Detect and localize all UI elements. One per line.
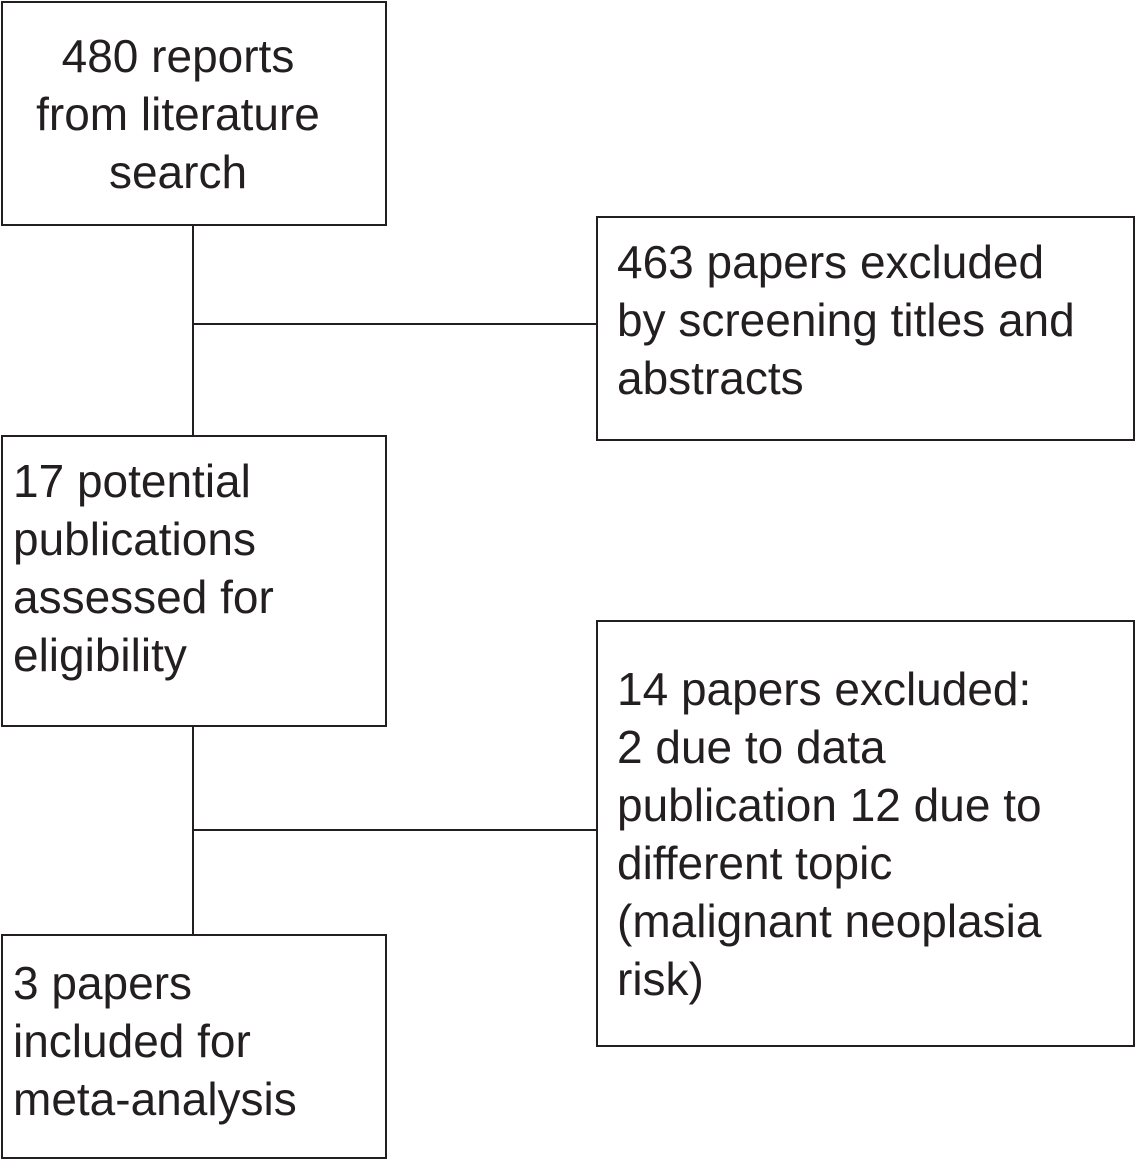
eligibility-exclusion-text: 14 papers excluded: 2 due to data publication 12 due to different topic (malignant neoplasia risk) bbox=[617, 663, 1042, 1005]
included-studies-text: 3 papers included for meta-analysis bbox=[13, 957, 297, 1125]
connector-to-exclusion-1 bbox=[193, 323, 596, 325]
connector-search-to-assessed bbox=[192, 226, 194, 435]
eligibility-assessment-text: 17 potential publications assessed for eligibility bbox=[13, 455, 274, 681]
screening-exclusion-text: 463 papers excluded by screening titles and abstracts bbox=[617, 236, 1075, 404]
connector-to-exclusion-2 bbox=[193, 829, 596, 831]
literature-search-text: 480 reports from literature search bbox=[36, 30, 320, 198]
screening-exclusion-box bbox=[596, 216, 1135, 441]
eligibility-assessment-box bbox=[1, 435, 387, 727]
eligibility-exclusion-box bbox=[596, 620, 1135, 1047]
literature-search-box bbox=[1, 1, 387, 226]
included-studies-box bbox=[1, 934, 387, 1159]
